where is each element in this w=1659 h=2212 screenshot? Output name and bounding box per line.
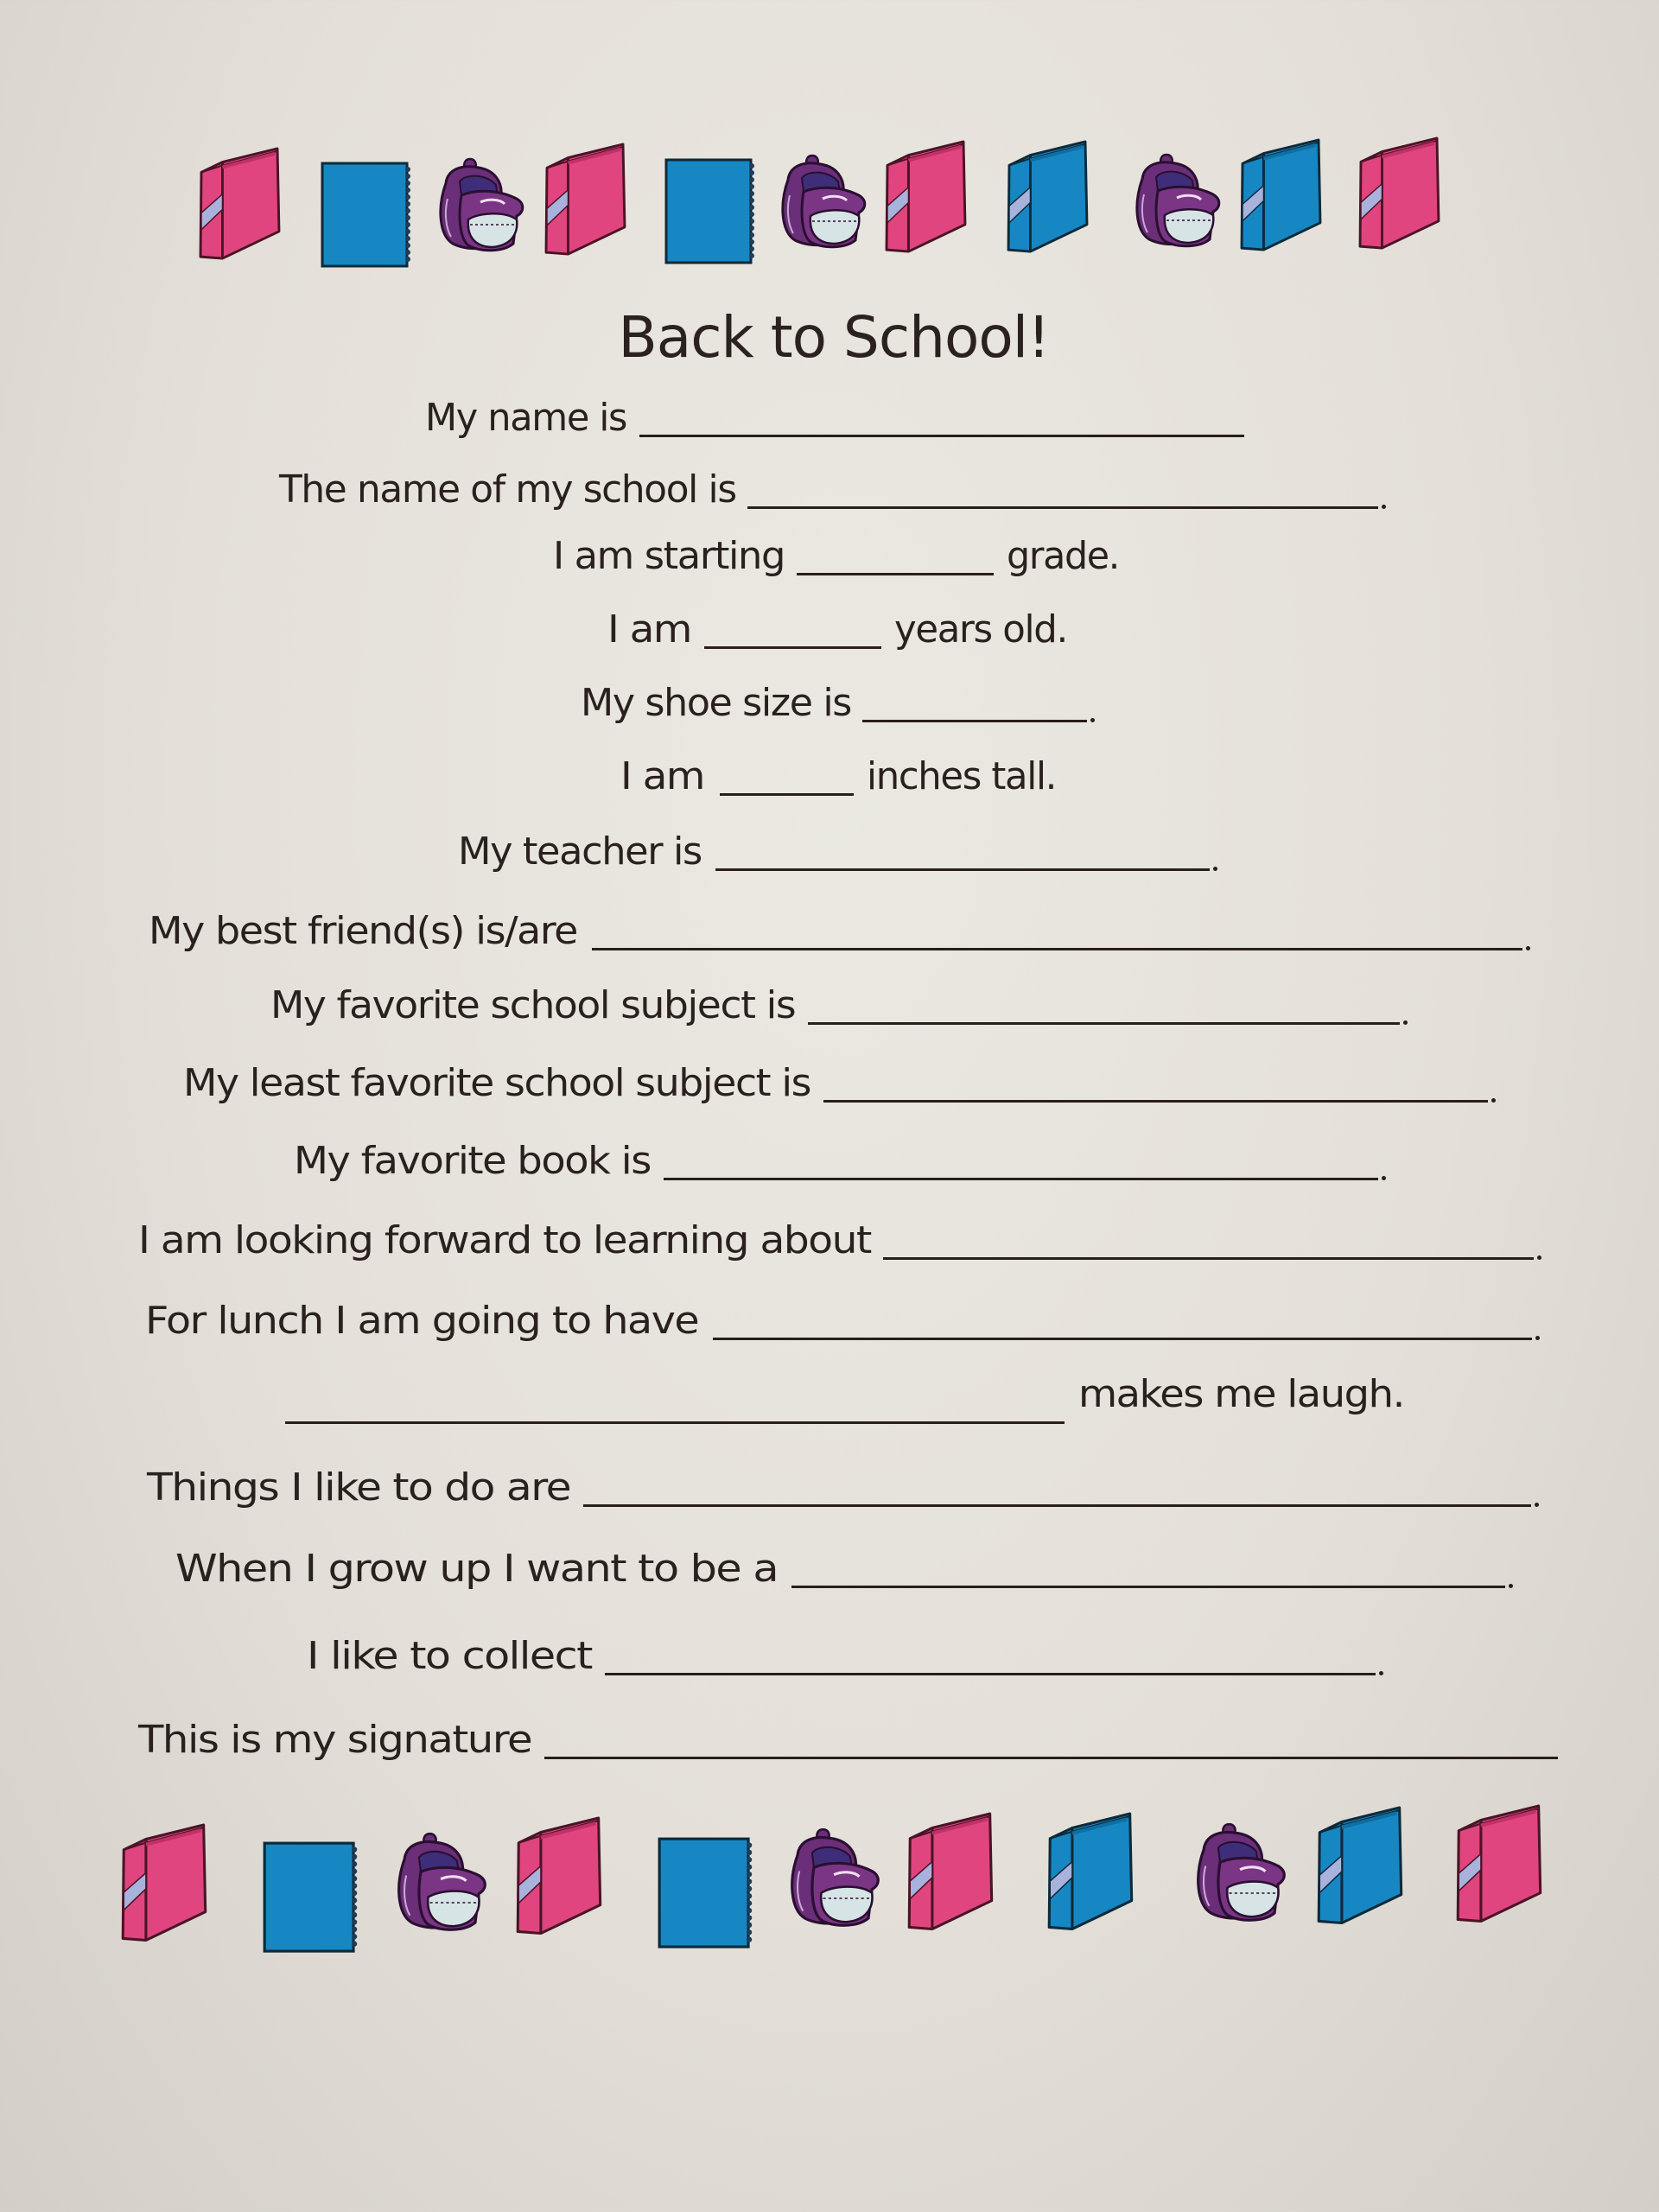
period-mark: [1213, 867, 1217, 871]
answer-blank-name[interactable]: [639, 435, 1244, 437]
prompt-line-grow-up: [0, 1540, 1659, 1592]
prompt-line-collect: [0, 1627, 1659, 1679]
prompt-line-shoe-size: [0, 674, 1659, 726]
prompt-line-best-friends: [0, 902, 1659, 954]
blue-notebook-icon: [664, 157, 759, 265]
answer-blank-learning[interactable]: [883, 1257, 1534, 1260]
pink-binder-icon: [1357, 137, 1441, 251]
prompt-label: I am: [620, 754, 704, 798]
answer-blank-best-friends[interactable]: [592, 948, 1522, 950]
bottom-decorative-border: [0, 1797, 1659, 1970]
answer-blank-school[interactable]: [747, 506, 1378, 509]
backpack-icon: [427, 156, 531, 255]
blue-notebook-icon: [262, 1840, 362, 1954]
pink-binder-icon: [197, 147, 282, 261]
answer-blank-things-to-do[interactable]: [583, 1504, 1531, 1507]
prompt-label: I am starting: [553, 534, 785, 578]
period-mark: [1535, 1503, 1539, 1507]
backpack-icon: [769, 152, 873, 251]
prompt-suffix: inches tall.: [867, 754, 1057, 798]
answer-blank-laugh[interactable]: [285, 1421, 1065, 1424]
answer-blank-height[interactable]: [720, 793, 854, 796]
prompt-line-age: [0, 601, 1659, 652]
pink-binder-icon: [883, 140, 968, 254]
prompt-line-things-to-do: [0, 1459, 1659, 1510]
backpack-icon: [385, 1830, 493, 1935]
prompt-label: I am looking forward to learning about: [138, 1218, 871, 1262]
prompt-label: The name of my school is: [279, 467, 736, 512]
period-mark: [1382, 505, 1386, 509]
prompt-line-school: [0, 461, 1659, 512]
blue-binder-icon: [1315, 1806, 1404, 1926]
answer-blank-favorite-subject[interactable]: [808, 1022, 1400, 1025]
answer-blank-teacher[interactable]: [715, 868, 1210, 871]
answer-blank-age[interactable]: [704, 646, 881, 649]
prompt-label: My least favorite school subject is: [183, 1061, 811, 1105]
period-mark: [1090, 718, 1095, 722]
period-mark: [1379, 1671, 1383, 1675]
answer-blank-lunch[interactable]: [713, 1338, 1532, 1340]
answer-blank-least-favorite-subject[interactable]: [823, 1100, 1488, 1103]
prompt-line-laugh: [0, 1365, 1659, 1417]
prompt-line-favorite-book: [0, 1132, 1659, 1184]
prompt-line-height: [0, 747, 1659, 799]
blue-binder-icon: [1238, 138, 1323, 252]
prompt-label: My shoe size is: [581, 681, 852, 725]
blue-notebook-icon: [320, 161, 415, 269]
period-mark: [1526, 946, 1530, 950]
backpack-icon: [1184, 1821, 1293, 1925]
prompt-label: Things I like to do are: [147, 1465, 571, 1510]
prompt-label: I am: [607, 607, 691, 652]
prompt-line-teacher: [0, 823, 1659, 874]
answer-blank-grade[interactable]: [797, 573, 994, 575]
prompt-label: This is my signature: [138, 1718, 532, 1762]
backpack-icon: [1123, 151, 1227, 251]
prompt-label: My favorite book is: [294, 1139, 651, 1183]
prompt-label: My name is: [425, 396, 627, 440]
period-mark: [1537, 1255, 1541, 1260]
period-mark: [1382, 1176, 1386, 1180]
prompt-line-name: [0, 389, 1659, 441]
worksheet-title: Back to School!: [618, 304, 1050, 371]
period-mark: [1491, 1098, 1496, 1103]
period-mark: [1509, 1584, 1513, 1588]
pink-binder-icon: [514, 1816, 603, 1936]
prompt-line-learning: [0, 1211, 1659, 1263]
period-mark: [1535, 1336, 1540, 1340]
prompt-line-least-favorite-subject: [0, 1054, 1659, 1106]
prompt-label: My best friend(s) is/are: [149, 909, 577, 953]
prompt-label: When I grow up I want to be a: [175, 1547, 779, 1591]
prompt-line-signature: [0, 1711, 1659, 1763]
answer-blank-shoe-size[interactable]: [862, 720, 1087, 722]
prompt-suffix: grade.: [1007, 534, 1120, 578]
answer-blank-collect[interactable]: [605, 1673, 1376, 1675]
answer-blank-signature[interactable]: [544, 1757, 1558, 1759]
prompt-line-grade: [0, 527, 1659, 579]
top-decorative-border: [0, 130, 1659, 302]
blue-binder-icon: [1005, 140, 1090, 254]
prompt-label: For lunch I am going to have: [145, 1299, 699, 1343]
prompt-suffix: makes me laugh.: [1078, 1372, 1404, 1416]
backpack-icon: [778, 1826, 887, 1930]
answer-blank-grow-up[interactable]: [791, 1586, 1505, 1588]
pink-binder-icon: [1454, 1804, 1543, 1924]
prompt-suffix: years old.: [894, 607, 1067, 652]
blue-binder-icon: [1046, 1812, 1135, 1932]
prompt-label: My teacher is: [458, 830, 702, 874]
pink-binder-icon: [119, 1823, 208, 1943]
prompt-line-lunch: [0, 1292, 1659, 1344]
pink-binder-icon: [906, 1812, 995, 1932]
pink-binder-icon: [543, 143, 627, 257]
period-mark: [1403, 1020, 1408, 1025]
blue-notebook-icon: [657, 1836, 757, 1949]
prompt-label: I like to collect: [307, 1634, 592, 1678]
prompt-line-favorite-subject: [0, 976, 1659, 1028]
prompt-label: My favorite school subject is: [270, 983, 796, 1027]
answer-blank-favorite-book[interactable]: [664, 1178, 1378, 1180]
